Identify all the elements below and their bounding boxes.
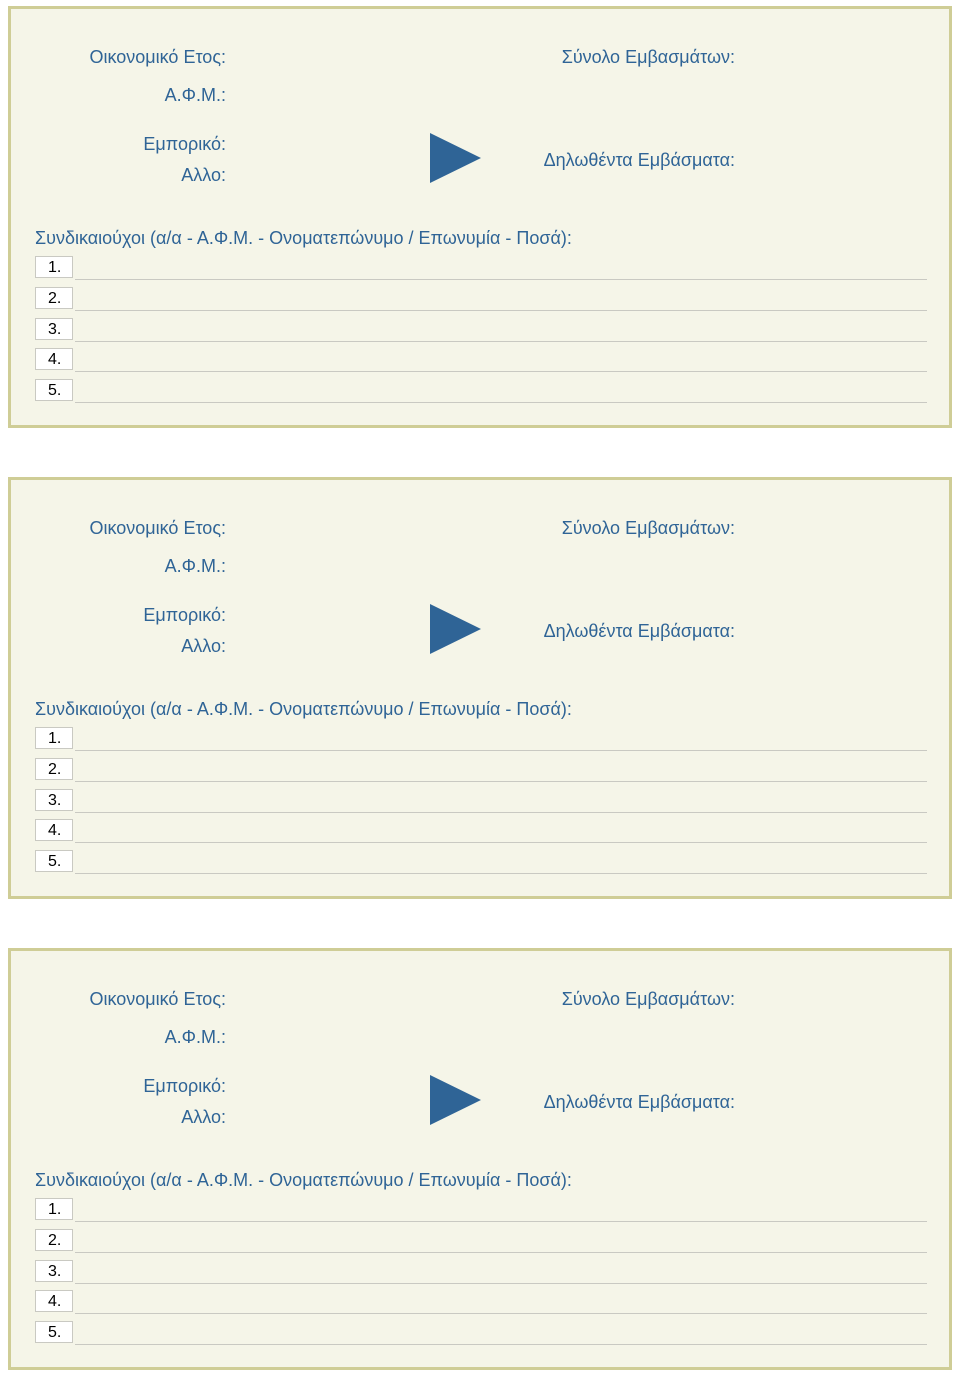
form-card-3	[8, 948, 952, 1370]
row-number: 5.	[35, 379, 73, 401]
beneficiary-row[interactable]	[35, 758, 927, 782]
row-line	[75, 371, 927, 372]
row-number: 5.	[35, 1321, 73, 1343]
beneficiary-row[interactable]	[35, 1260, 927, 1284]
beneficiary-row[interactable]	[35, 348, 927, 372]
row-number: 2.	[35, 758, 73, 780]
other-label: Αλλο:	[181, 165, 226, 185]
row-line	[75, 279, 927, 280]
beneficiary-row[interactable]	[35, 1321, 927, 1345]
form-card-1	[8, 6, 952, 428]
row-line	[75, 310, 927, 311]
row-line	[75, 1252, 927, 1253]
other-label: Αλλο:	[181, 1107, 226, 1127]
fiscal-year-label: Οικονομικό Ετος:	[89, 989, 226, 1009]
fiscal-year-label: Οικονομικό Ετος:	[89, 518, 226, 538]
fiscal-year-label: Οικονομικό Ετος:	[89, 47, 226, 67]
row-line	[75, 750, 927, 751]
afm-label: Α.Φ.Μ.:	[164, 556, 226, 576]
row-line	[75, 1221, 927, 1222]
row-number: 1.	[35, 1198, 73, 1220]
row-line	[75, 781, 927, 782]
row-number: 4.	[35, 348, 73, 370]
beneficiary-row[interactable]	[35, 819, 927, 843]
row-line	[75, 1283, 927, 1284]
row-line	[75, 873, 927, 874]
beneficiary-row[interactable]	[35, 789, 927, 813]
row-number: 3.	[35, 1260, 73, 1282]
row-number: 1.	[35, 256, 73, 278]
beneficiaries-label: Συνδικαιούχοι (α/α - Α.Φ.Μ. - Ονοματεπώνυμο / Επωνυμία - Ποσά):	[35, 228, 572, 248]
declared-deposits-label: Δηλωθέντα Εμβάσματα:	[543, 150, 735, 170]
beneficiary-row[interactable]	[35, 318, 927, 342]
row-line	[75, 842, 927, 843]
row-number: 5.	[35, 850, 73, 872]
row-number: 3.	[35, 789, 73, 811]
row-number: 4.	[35, 1290, 73, 1312]
commercial-label: Εμπορικό:	[143, 134, 226, 154]
other-label: Αλλο:	[181, 636, 226, 656]
play-arrow-icon	[430, 1075, 481, 1125]
row-number: 3.	[35, 318, 73, 340]
play-arrow-icon	[430, 604, 481, 654]
commercial-label: Εμπορικό:	[143, 605, 226, 625]
row-line	[75, 1344, 927, 1345]
beneficiary-row[interactable]	[35, 1290, 927, 1314]
afm-label: Α.Φ.Μ.:	[164, 85, 226, 105]
row-number: 1.	[35, 727, 73, 749]
beneficiary-row[interactable]	[35, 379, 927, 403]
afm-label: Α.Φ.Μ.:	[164, 1027, 226, 1047]
beneficiary-row[interactable]	[35, 850, 927, 874]
play-arrow-icon	[430, 133, 481, 183]
row-line	[75, 402, 927, 403]
row-number: 2.	[35, 287, 73, 309]
row-line	[75, 1313, 927, 1314]
total-deposits-label: Σύνολο Εμβασμάτων:	[561, 989, 735, 1009]
total-deposits-label: Σύνολο Εμβασμάτων:	[561, 47, 735, 67]
declared-deposits-label: Δηλωθέντα Εμβάσματα:	[543, 1092, 735, 1112]
beneficiary-row[interactable]	[35, 727, 927, 751]
beneficiary-row[interactable]	[35, 1198, 927, 1222]
row-number: 4.	[35, 819, 73, 841]
beneficiary-row[interactable]	[35, 256, 927, 280]
total-deposits-label: Σύνολο Εμβασμάτων:	[561, 518, 735, 538]
row-line	[75, 812, 927, 813]
commercial-label: Εμπορικό:	[143, 1076, 226, 1096]
form-card-2	[8, 477, 952, 899]
beneficiaries-label: Συνδικαιούχοι (α/α - Α.Φ.Μ. - Ονοματεπώνυμο / Επωνυμία - Ποσά):	[35, 699, 572, 719]
row-line	[75, 341, 927, 342]
declared-deposits-label: Δηλωθέντα Εμβάσματα:	[543, 621, 735, 641]
row-number: 2.	[35, 1229, 73, 1251]
beneficiaries-label: Συνδικαιούχοι (α/α - Α.Φ.Μ. - Ονοματεπώνυμο / Επωνυμία - Ποσά):	[35, 1170, 572, 1190]
beneficiary-row[interactable]	[35, 1229, 927, 1253]
beneficiary-row[interactable]	[35, 287, 927, 311]
